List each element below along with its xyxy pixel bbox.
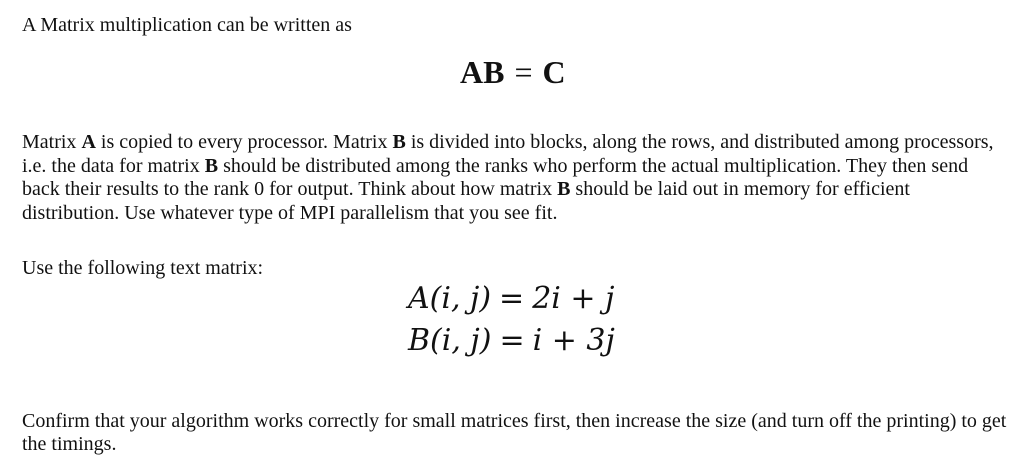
equation-operator: = xyxy=(514,54,533,90)
formula-a xyxy=(408,278,615,320)
formula-a-lhs: A(i, j) xyxy=(408,281,492,316)
formula-a-rhs: 2i + j xyxy=(532,281,615,316)
formula-b-lhs: B(i, j) xyxy=(408,323,492,358)
main-equation xyxy=(460,54,566,91)
matrix-formulas xyxy=(408,278,615,362)
equation-rhs: C xyxy=(542,54,566,90)
matrix-b-label: B xyxy=(557,178,571,200)
formula-a-operator: = xyxy=(499,281,525,316)
use-following-text: Use the following text matrix: xyxy=(22,257,264,279)
paragraph-part-2: is copied to every processor. Matrix xyxy=(95,131,393,153)
description-paragraph xyxy=(22,131,1007,225)
equation-lhs: AB xyxy=(460,54,505,90)
intro-text: A Matrix multiplication can be written as xyxy=(22,14,352,36)
paragraph-part-4: should be distributed among the ranks who perform the actual multiplication. They then send back their results to the rank 0 for output. Think about how matrix xyxy=(22,154,969,200)
formula-b-operator: = xyxy=(499,323,525,358)
matrix-a-label: A xyxy=(81,131,96,153)
paragraph-part-3: is divided into blocks, along the rows, and distributed among processors, i.e. the data for matrix xyxy=(22,131,994,177)
paragraph-part-5: should be laid out in memory for efficient distribution. Use whatever type of MPI parallelism that you see fit. xyxy=(22,178,910,224)
formula-b-rhs: i + 3j xyxy=(532,323,615,358)
confirm-paragraph: Confirm that your algorithm works correctly for small matrices first, then increase the size (and turn off the printing) to get the timings. xyxy=(22,410,1007,455)
paragraph-part-1: Matrix xyxy=(22,131,82,153)
matrix-b-label: B xyxy=(204,154,219,177)
formula-b xyxy=(408,320,615,362)
matrix-b-label: B xyxy=(392,131,406,153)
